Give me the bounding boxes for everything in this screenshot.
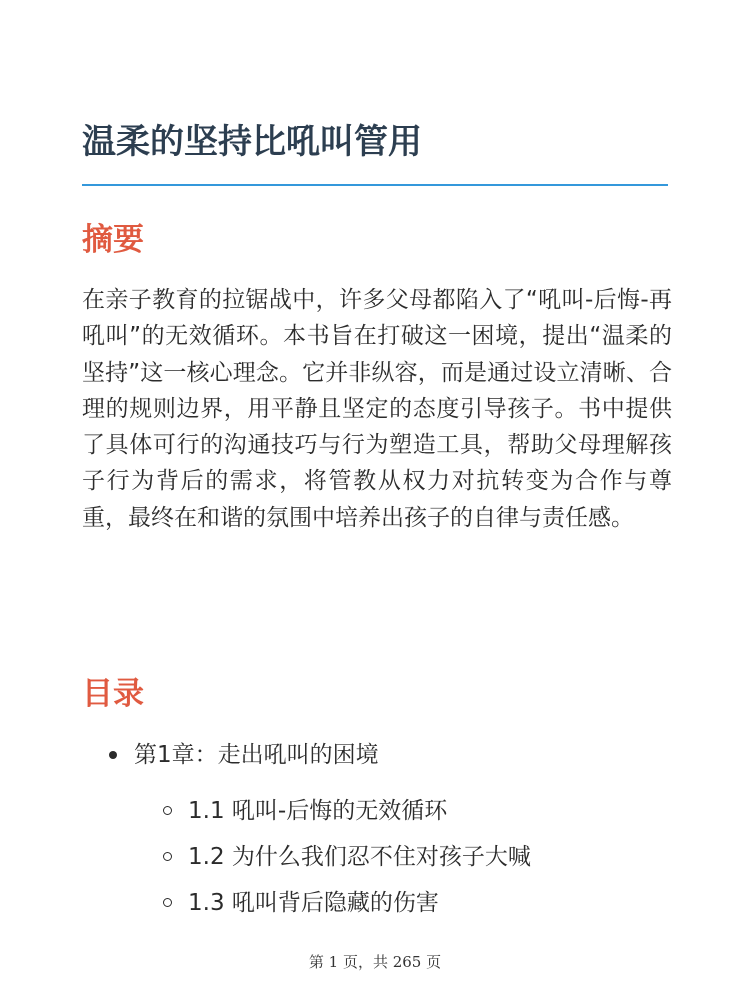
toc-chapter-1 — [82, 732, 672, 926]
bullet-disc-icon — [109, 751, 117, 759]
toc-section-label: 1.3 吼叫背后隐藏的伤害 — [188, 890, 439, 916]
document-title: 温柔的坚持比吼叫管用 — [82, 122, 422, 162]
toc-section-1-1 — [134, 788, 672, 834]
table-of-contents — [82, 732, 672, 926]
toc-chapter-label: 第1章：走出吼叫的困境 — [134, 742, 379, 768]
abstract-heading: 摘要 — [82, 222, 144, 258]
toc-heading: 目录 — [82, 676, 144, 712]
toc-section-1-2 — [134, 834, 672, 880]
page-footer: 第 1 页，共 265 页 — [308, 953, 442, 971]
toc-section-1-3 — [134, 880, 672, 926]
toc-section-label: 1.1 吼叫-后悔的无效循环 — [188, 798, 448, 824]
toc-section-label: 1.2 为什么我们忍不住对孩子大喊 — [188, 844, 531, 870]
bullet-circle-icon — [163, 852, 172, 861]
bullet-circle-icon — [163, 898, 172, 907]
bullet-circle-icon — [163, 806, 172, 815]
toc-chapter-1-sections — [134, 788, 672, 926]
abstract-paragraph: 在亲子教育的拉锯战中，许多父母都陷入了“吼叫-后悔-再吼叫”的无效循环。本书旨在打破这一困境，提出“温柔的坚持”这一核心理念。它并非纵容，而是通过设立清晰、合理的规则边界，用平静且坚定的态度引导孩子。书中提供了具体可行的沟通技巧与行为塑造工具，帮助父母理解孩子行为背后的需求，将管教从权力对抗转变为合作与尊重，最终在和谐的氛围中培养出孩子的自律与责任感。 — [82, 287, 672, 531]
title-divider — [82, 184, 668, 186]
